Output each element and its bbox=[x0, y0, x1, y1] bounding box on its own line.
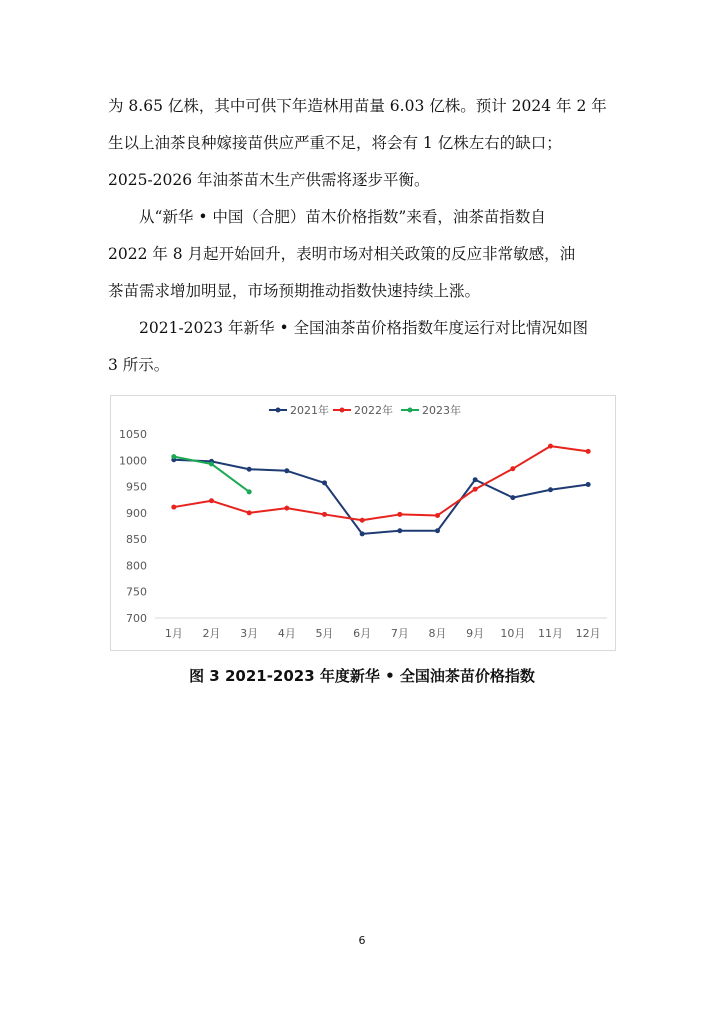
x-tick-label: 5月 bbox=[315, 627, 334, 640]
data-point bbox=[473, 477, 478, 482]
data-point bbox=[209, 461, 214, 466]
paragraph-line: 从“新华 • 中国（合肥）苗木价格指数”来看，油茶苗指数自 bbox=[139, 208, 546, 226]
paragraph-line: 为 8.65 亿株，其中可供下年造林用苗量 6.03 亿株。预计 2024 年 2 年 bbox=[108, 97, 607, 115]
data-point bbox=[171, 505, 176, 510]
y-tick-label: 1050 bbox=[119, 428, 147, 441]
chart-series bbox=[171, 444, 590, 537]
x-tick-label: 1月 bbox=[164, 627, 183, 640]
paragraph-3 bbox=[108, 310, 616, 384]
data-point bbox=[360, 531, 365, 536]
data-point bbox=[397, 528, 402, 533]
x-tick-label: 3月 bbox=[240, 627, 259, 640]
data-point bbox=[510, 495, 515, 500]
data-point bbox=[397, 512, 402, 517]
paragraph-line: 2025-2026 年油茶苗木生产供需将逐步平衡。 bbox=[108, 171, 430, 189]
page-number: 6 bbox=[358, 934, 366, 947]
legend-label: 2022年 bbox=[354, 404, 393, 417]
y-tick-label: 900 bbox=[126, 506, 147, 520]
paragraph-1 bbox=[108, 88, 616, 199]
figure-caption: 图 3 2021-2023 年度新华 • 全国油茶苗价格指数 bbox=[189, 667, 535, 685]
paragraph-line: 茶苗需求增加明显，市场预期推动指数快速持续上涨。 bbox=[108, 282, 481, 300]
data-point bbox=[322, 480, 327, 485]
data-point bbox=[435, 528, 440, 533]
paragraph-line: 生以上油茶良种嫁接苗供应严重不足，将会有 1 亿株左右的缺口； bbox=[108, 134, 562, 152]
data-point bbox=[247, 510, 252, 515]
data-point bbox=[247, 467, 252, 472]
data-point bbox=[209, 498, 214, 503]
data-point bbox=[435, 513, 440, 518]
data-point bbox=[284, 468, 289, 473]
y-tick-label: 1000 bbox=[119, 454, 147, 468]
x-tick-label: 2月 bbox=[202, 627, 221, 640]
data-point bbox=[548, 487, 553, 492]
y-tick-label: 950 bbox=[126, 480, 147, 494]
price-index-chart bbox=[110, 395, 616, 651]
series-line-0 bbox=[174, 460, 588, 534]
data-point bbox=[586, 482, 591, 487]
x-axis bbox=[155, 618, 607, 640]
y-tick-label: 800 bbox=[126, 559, 147, 573]
legend-marker bbox=[340, 408, 345, 413]
x-tick-label: 7月 bbox=[390, 627, 409, 640]
data-point bbox=[473, 487, 478, 492]
x-tick-label: 4月 bbox=[277, 627, 296, 640]
x-tick-label: 12月 bbox=[575, 627, 601, 640]
data-point bbox=[586, 449, 591, 454]
x-tick-label: 11月 bbox=[538, 627, 563, 640]
x-tick-label: 10月 bbox=[500, 627, 526, 640]
data-point bbox=[247, 489, 252, 494]
y-tick-label: 700 bbox=[126, 612, 147, 625]
y-axis bbox=[119, 428, 147, 625]
paragraph-line: 3 所示。 bbox=[108, 356, 170, 374]
y-tick-label: 850 bbox=[126, 533, 147, 547]
legend-marker bbox=[276, 408, 281, 413]
data-point bbox=[284, 506, 289, 511]
data-point bbox=[548, 444, 553, 449]
chart-legend bbox=[269, 403, 461, 417]
data-point bbox=[171, 454, 176, 459]
paragraph-2 bbox=[108, 199, 616, 310]
x-tick-label: 8月 bbox=[428, 627, 447, 640]
paragraph-line: 2022 年 8 月起开始回升，表明市场对相关政策的反应非常敏感，油 bbox=[108, 245, 576, 263]
legend-label: 2021年 bbox=[290, 404, 329, 417]
x-tick-label: 6月 bbox=[353, 627, 372, 640]
paragraph-line: 2021-2023 年新华 • 全国油茶苗价格指数年度运行对比情况如图 bbox=[139, 319, 589, 337]
x-tick-label: 9月 bbox=[466, 627, 485, 640]
data-point bbox=[322, 512, 327, 517]
legend-marker bbox=[408, 408, 413, 413]
data-point bbox=[360, 518, 365, 523]
legend-label: 2023年 bbox=[422, 404, 461, 417]
data-point bbox=[510, 466, 515, 471]
chart-svg bbox=[111, 396, 615, 650]
y-tick-label: 750 bbox=[126, 585, 147, 599]
